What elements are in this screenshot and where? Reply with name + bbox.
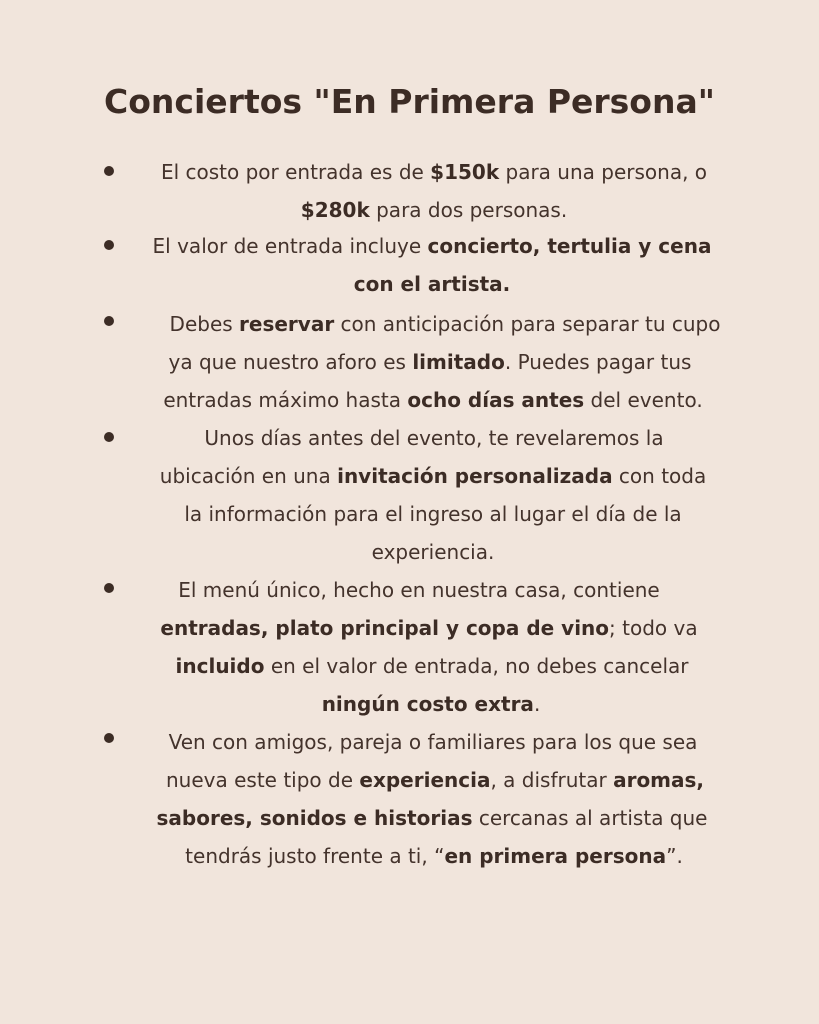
- text: para una persona, o: [499, 160, 708, 184]
- page-title: Conciertos "En Primera Persona": [104, 82, 715, 121]
- text: ”.: [666, 844, 683, 868]
- list-item-line: [153, 234, 712, 258]
- text: Ven con amigos, pareja o familiares para los que sea: [168, 730, 698, 754]
- list-item-line: [160, 464, 706, 488]
- bold-text: reservar: [239, 312, 335, 336]
- text: la información para el ingreso al lugar el día de la: [184, 502, 682, 526]
- text: Unos días antes del evento, te revelaremos la: [204, 426, 664, 450]
- bold-text: ningún costo extra: [321, 692, 534, 716]
- text: ; todo va: [609, 616, 698, 640]
- list-item-line: [161, 160, 707, 184]
- list-item-line: [160, 616, 697, 640]
- text: El menú único, hecho en nuestra casa, contiene: [178, 578, 660, 602]
- text: ubicación en una: [159, 464, 338, 488]
- bold-text: incluido: [175, 654, 265, 678]
- list-item-line: [176, 654, 689, 678]
- text: El valor de entrada incluye: [152, 234, 428, 258]
- list-item-line: [163, 388, 702, 412]
- bold-text: experiencia: [359, 768, 491, 792]
- list-item-line: [170, 312, 721, 336]
- text: cercanas al artista que: [472, 806, 708, 830]
- list-item-line: [301, 198, 567, 222]
- text: experiencia.: [371, 540, 495, 564]
- bullet-icon: [104, 733, 114, 743]
- list-item-line: [184, 502, 681, 526]
- text: entradas máximo hasta: [163, 388, 408, 412]
- list-item-line: [166, 768, 704, 792]
- bold-text: concierto, tertulia y cena: [427, 234, 712, 258]
- list-item-line: [204, 426, 663, 450]
- text: , a disfrutar: [490, 768, 614, 792]
- text: El costo por entrada es de: [160, 160, 431, 184]
- bullet-icon: [104, 432, 114, 442]
- bold-text: $280k: [300, 198, 370, 222]
- list-item-line: [354, 272, 511, 296]
- list-item-line: [169, 350, 692, 374]
- bold-text: limitado: [412, 350, 505, 374]
- text: nueva este tipo de: [165, 768, 360, 792]
- bold-text: entradas, plato principal y copa de vino: [160, 616, 610, 640]
- text: en el valor de entrada, no debes cancelar: [264, 654, 689, 678]
- bullet-icon: [104, 240, 114, 250]
- bullet-icon: [104, 316, 114, 326]
- text: tendrás justo frente a ti, “: [185, 844, 445, 868]
- text: . Puedes pagar tus: [504, 350, 692, 374]
- list-item-line: [322, 692, 541, 716]
- bold-text: ocho días antes: [407, 388, 585, 412]
- text: .: [533, 692, 541, 716]
- bold-text: invitación personalizada: [337, 464, 613, 488]
- bold-text: en primera persona: [444, 844, 667, 868]
- bold-text: $150k: [430, 160, 500, 184]
- bold-text: aromas,: [613, 768, 705, 792]
- list-item-line: [178, 578, 659, 602]
- bold-text: sabores, sonidos e historias: [156, 806, 473, 830]
- text: con toda: [612, 464, 707, 488]
- bullet-icon: [104, 166, 114, 176]
- list-item-line: [372, 540, 495, 564]
- bold-text: con el artista.: [353, 272, 511, 296]
- list-item-line: [169, 730, 698, 754]
- text: del evento.: [584, 388, 703, 412]
- list-item-line: [185, 844, 683, 868]
- text: Debes: [169, 312, 240, 336]
- text: para dos personas.: [369, 198, 568, 222]
- bullet-icon: [104, 583, 114, 593]
- text: ya que nuestro aforo es: [168, 350, 413, 374]
- text: con anticipación para separar tu cupo: [334, 312, 721, 336]
- list-item-line: [157, 806, 708, 830]
